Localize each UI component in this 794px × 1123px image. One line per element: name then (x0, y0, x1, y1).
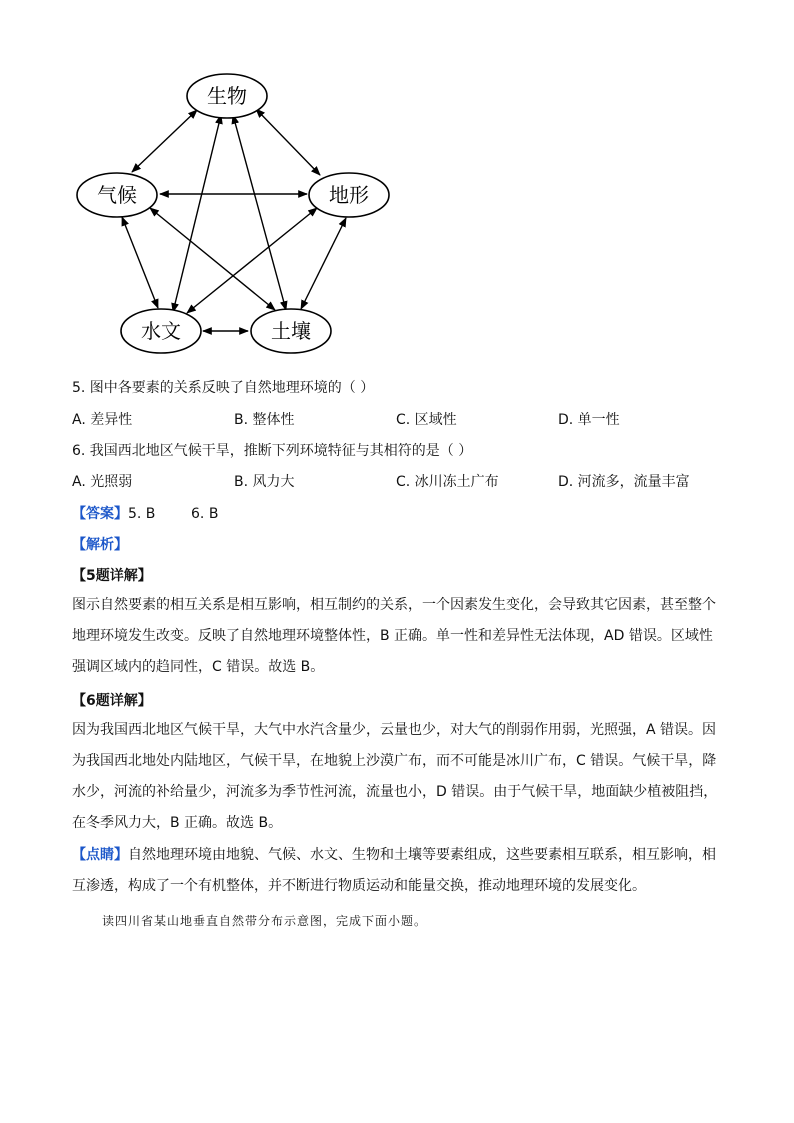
detail-6-line: 因为我国西北地区气候干旱，大气中水汽含量少，云量也少，对大气的削弱作用弱，光照强，A 错误。因 (72, 722, 717, 738)
element-relationship-diagram (70, 60, 400, 360)
analysis-tag: 【解析】 (72, 537, 128, 553)
question-6-option-b: B. 风力大 (234, 474, 295, 490)
detail-6-line: 为我国西北地处内陆地区，气候干旱，在地貌上沙漠广布，而不可能是冰川广布，C 错误。气候干旱，降 (72, 753, 717, 769)
detail-6-line: 在冬季风力大，B 正确。故选 B。 (72, 815, 283, 831)
arrow-bio-terrain (256, 109, 320, 175)
answer-tag: 【答案】 (72, 506, 128, 522)
arrow-bio-climate (132, 110, 197, 172)
detail-5-line: 地理环境发生改变。反映了自然地理环境整体性，B 正确。单一性和差异性无法体现，AD 错误。区域性 (72, 628, 713, 644)
question-5-option-c: C. 区域性 (396, 412, 457, 428)
detail-5-line: 图示自然要素的相互关系是相互影响，相互制约的关系，一个因素发生变化，会导致其它因素，甚至整个 (72, 597, 716, 613)
node-hydro-label: 水文 (141, 319, 181, 343)
question-5-stem: 5. 图中各要素的关系反映了自然地理环境的（ ） (72, 380, 375, 396)
node-terrain-label: 地形 (329, 183, 369, 207)
arrow-bio-hydro (173, 115, 221, 312)
note-block (72, 840, 720, 902)
arrow-terrain-soil (301, 218, 346, 309)
detail-5-title: 【5题详解】 (72, 568, 152, 584)
question-5-option-b: B. 整体性 (234, 412, 295, 428)
question-5-option-a: A. 差异性 (72, 412, 133, 428)
note-line-1 (72, 840, 720, 871)
arrow-bio-soil (233, 115, 286, 310)
detail-6-line: 水少，河流的补给量少，河流多为季节性河流，流量也小，D 错误。由于气候干旱，地面缺少植被阻挡， (72, 784, 718, 800)
arrow-terrain-hydro (187, 208, 317, 313)
arrow-climate-soil (150, 208, 275, 310)
next-question-caption: 读四川省某山地垂直自然带分布示意图，完成下面小题。 (102, 914, 428, 928)
detail-5-body (72, 590, 720, 683)
arrow-climate-hydro (122, 217, 158, 308)
question-6-stem: 6. 我国西北地区气候干旱，推断下列环境特征与其相符的是（ ） (72, 443, 473, 459)
analysis-line (72, 535, 128, 555)
question-6-option-c: C. 冰川冻土广布 (396, 474, 499, 490)
question-5-option-d: D. 单一性 (558, 412, 620, 428)
note-tag: 【点睛】 (72, 847, 128, 863)
note-line-2: 互渗透，构成了一个有机整体，并不断进行物质运动和能量交换，推动地理环境的发展变化。 (72, 878, 646, 894)
question-6-option-d: D. 河流多，流量丰富 (558, 474, 690, 490)
node-climate-label: 气候 (97, 183, 137, 207)
node-bio-label: 生物 (207, 84, 247, 108)
detail-6-body (72, 715, 720, 839)
question-6-option-a: A. 光照弱 (72, 474, 133, 490)
answer-text: 5. B 6. B (128, 506, 219, 522)
detail-5-line: 强调区域内的趋同性，C 错误。故选 B。 (72, 659, 325, 675)
node-soil-label: 土壤 (271, 319, 311, 343)
note-line-1-text: 自然地理环境由地貌、气候、水文、生物和土壤等要素组成，这些要素相互联系，相互影响，相 (128, 847, 716, 863)
answer-line (72, 504, 218, 524)
detail-6-title: 【6题详解】 (72, 693, 152, 709)
